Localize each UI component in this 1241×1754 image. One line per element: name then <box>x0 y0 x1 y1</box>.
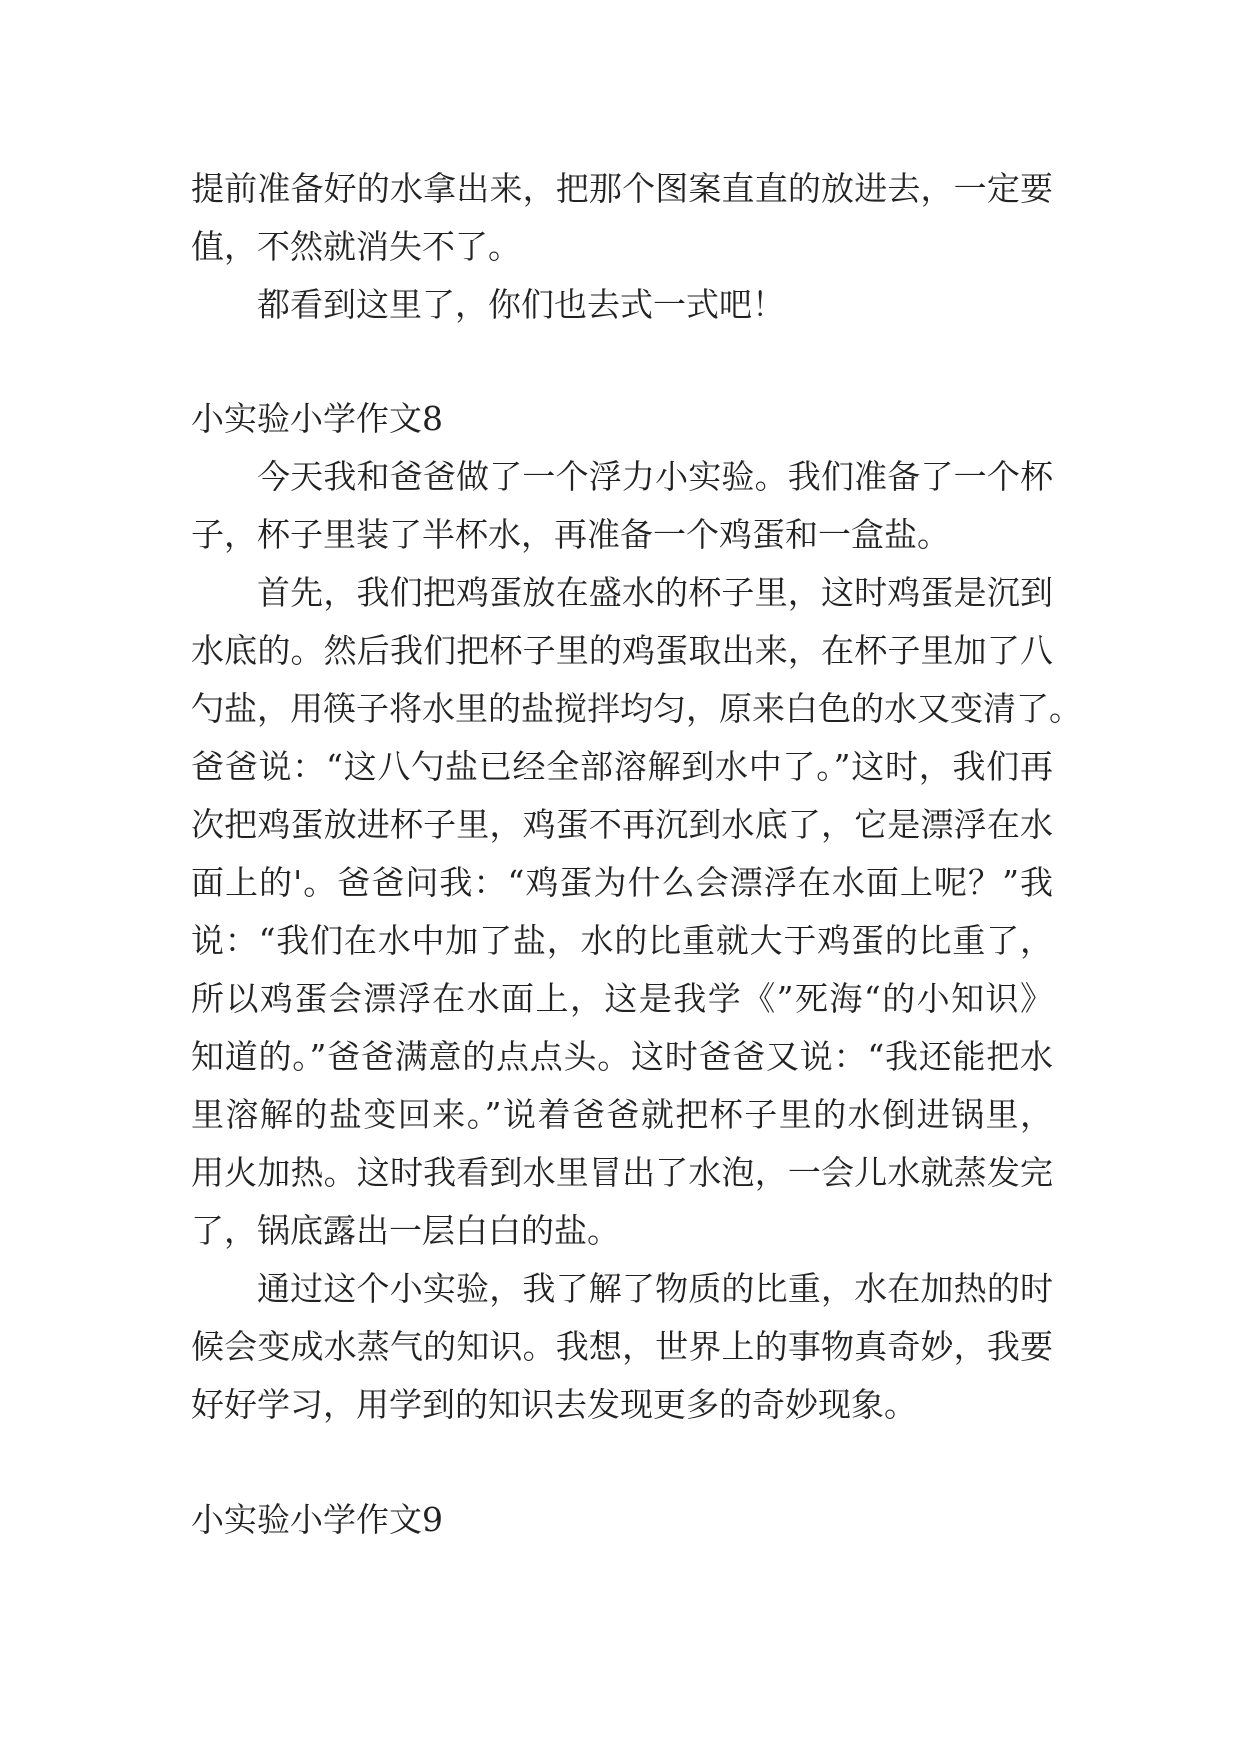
s8-p2-line-12: 了，锅底露出一层白白的盐。 <box>191 1211 620 1250</box>
section-spacer <box>191 1434 1053 1491</box>
s8-p2-line-5: 次把鸡蛋放进杯子里，鸡蛋不再沉到水底了，它是漂浮在水 <box>191 805 1053 844</box>
s8-p2-line-9: 知道的。”爸爸满意的点点头。这时爸爸又说：“我还能把水 <box>191 1037 1053 1076</box>
s8-p1-line-1: 今天我和爸爸做了一个浮力小实验。我们准备了一个杯 <box>257 457 1053 496</box>
s8-p2-line-11: 用火加热。这时我看到水里冒出了水泡，一会儿水就蒸发完 <box>191 1153 1053 1192</box>
s8-p2-line-4: 爸爸说：“这八勺盐已经全部溶解到水中了。”这时，我们再 <box>191 747 1053 786</box>
s8-p2-line-6: 面上的'。爸爸问我：“鸡蛋为什么会漂浮在水面上呢？”我 <box>191 863 1053 902</box>
s8-p3-line-2: 候会变成水蒸气的知识。我想，世界上的事物真奇妙，我要 <box>191 1327 1053 1366</box>
intro-line-3: 都看到这里了，你们也去式一式吧！ <box>257 285 785 324</box>
section-9-title: 小实验小学作文9 <box>191 1500 443 1539</box>
section-spacer <box>191 334 1053 390</box>
s8-p2-line-10: 里溶解的盐变回来。”说着爸爸就把杯子里的水倒进锅里， <box>191 1095 1053 1134</box>
s8-p2-line-7: 说：“我们在水中加了盐，水的比重就大于鸡蛋的比重了， <box>191 921 1053 960</box>
document-body <box>191 160 1082 1549</box>
intro-line-2: 值，不然就消失不了。 <box>191 227 521 266</box>
s8-p3-line-3: 好好学习，用学到的知识去发现更多的奇妙现象。 <box>191 1385 917 1424</box>
s8-p2-line-2: 水底的。然后我们把杯子里的鸡蛋取出来，在杯子里加了八 <box>191 631 1053 670</box>
section-8-title: 小实验小学作文8 <box>191 399 443 438</box>
s8-p2-line-1: 首先，我们把鸡蛋放在盛水的杯子里，这时鸡蛋是沉到 <box>257 573 1053 612</box>
s8-p1-line-2: 子，杯子里装了半杯水，再准备一个鸡蛋和一盒盐。 <box>191 515 950 554</box>
s8-p2-line-8: 所以鸡蛋会漂浮在水面上，这是我学《”死海“的小知识》 <box>191 979 1053 1018</box>
intro-line-1: 提前准备好的水拿出来，把那个图案直直的放进去，一定要 <box>191 169 1053 208</box>
s8-p2-line-3: 勺盐，用筷子将水里的盐搅拌均匀，原来白色的水又变清了。 <box>191 689 1082 728</box>
s8-p3-line-1: 通过这个小实验，我了解了物质的比重，水在加热的时 <box>257 1269 1053 1308</box>
